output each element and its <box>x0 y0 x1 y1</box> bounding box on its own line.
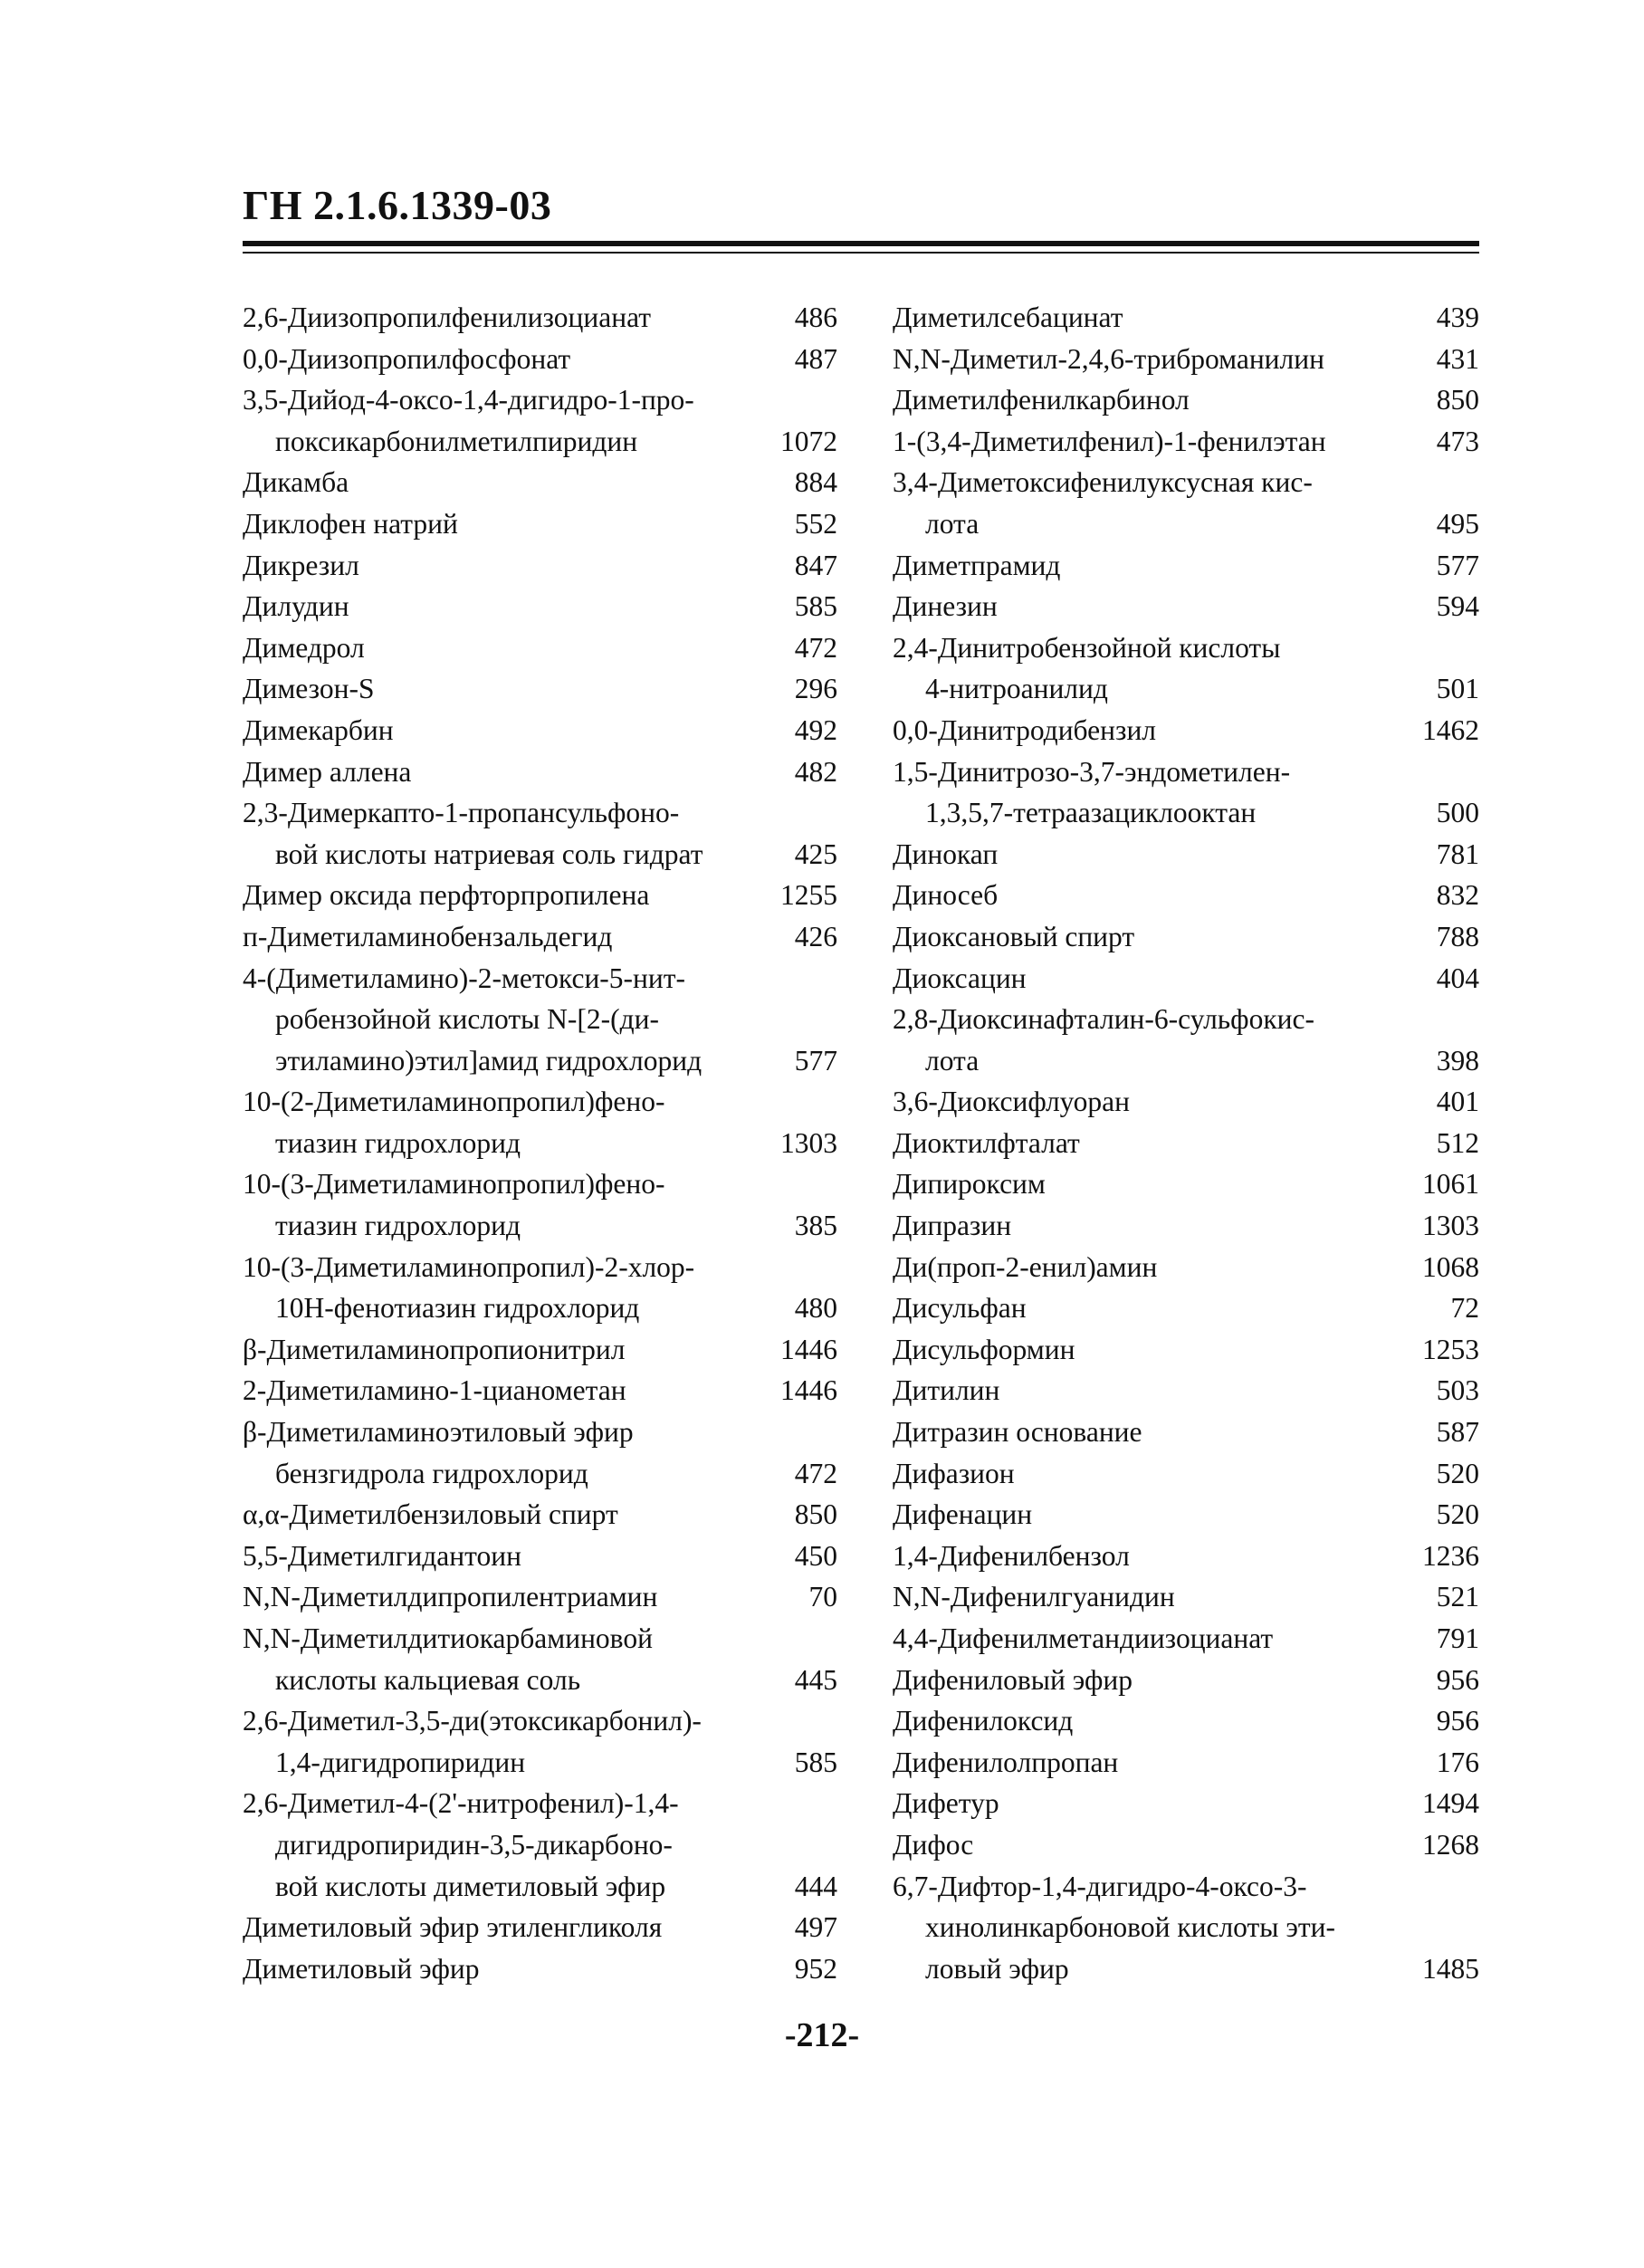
entry-text-line: α,α-Диметилбензиловый спирт <box>243 1498 618 1531</box>
entry-text-line: N,N-Диметилдитиокарбаминовой <box>243 1622 653 1654</box>
index-entry <box>893 710 1479 751</box>
entry-page-number: 956 <box>1436 1705 1479 1737</box>
entry-page-number: 577 <box>1436 549 1479 581</box>
entry-text-line: Дифенацин <box>893 1498 1033 1531</box>
entry-text-line: 1,5-Динитрозо-3,7-эндометилен- <box>893 755 1291 788</box>
entry-text-line: лота <box>925 1044 980 1077</box>
entry-page-number: 1303 <box>780 1126 837 1159</box>
entry-text-line: поксикарбонилметилпиридин <box>275 425 638 457</box>
entry-text-line: 2,6-Диизопропилфенилизоцианат <box>243 301 652 333</box>
entry-text-line: бензгидрола гидрохлорид <box>275 1457 588 1489</box>
entry-text-line: N,N-Дифенилгуанидин <box>893 1581 1175 1613</box>
entry-page-number: 850 <box>1436 384 1479 416</box>
index-entry <box>243 586 837 627</box>
index-entry <box>893 1494 1479 1536</box>
index-entry <box>243 297 837 339</box>
entry-page-number: 482 <box>794 755 837 788</box>
entry-text-line: ловый эфир <box>925 1952 1069 1985</box>
entry-text-line: Дитилин <box>893 1374 1000 1407</box>
entry-text-line: 10-(3-Диметиламинопропил)-2-хлор- <box>243 1250 695 1283</box>
entry-page-number: 404 <box>1436 962 1479 994</box>
entry-text-line: 10-(3-Диметиламинопропил)фено- <box>243 1168 665 1201</box>
entry-page-number: 956 <box>1436 1663 1479 1696</box>
entry-page-number: 1303 <box>1422 1210 1479 1242</box>
entry-page-number: 487 <box>794 342 837 375</box>
entry-page-number: 594 <box>1436 590 1479 623</box>
entry-page-number: 1462 <box>1422 713 1479 746</box>
entry-text-line: Дифенилолпропан <box>893 1746 1119 1778</box>
entry-page-number: 480 <box>794 1292 837 1325</box>
index-entry <box>893 462 1479 544</box>
entry-text-line: Дикамба <box>243 466 349 499</box>
index-entry <box>893 958 1479 1000</box>
entry-text-line: Диметпрамид <box>893 549 1061 581</box>
entry-text-line: Дилудин <box>243 590 349 623</box>
index-entry <box>243 1948 837 1990</box>
entry-page-number: 445 <box>794 1663 837 1696</box>
index-entry <box>893 1123 1479 1164</box>
entry-page-number: 832 <box>1436 879 1479 912</box>
entry-text-line: Диметиловый эфир <box>243 1952 480 1985</box>
index-entry <box>243 1536 837 1577</box>
entry-text-line: Дисульформин <box>893 1333 1075 1365</box>
index-entry <box>893 421 1479 463</box>
entry-text-line: 5,5-Диметилгидантоин <box>243 1539 521 1572</box>
index-entry <box>893 1618 1479 1660</box>
index-entry <box>893 1742 1479 1784</box>
entry-page-number: 585 <box>794 1746 837 1778</box>
entry-page-number: 503 <box>1436 1374 1479 1407</box>
entry-page-number: 296 <box>794 673 837 705</box>
entry-page-number: 472 <box>794 1457 837 1489</box>
entry-text-line: Димезон-S <box>243 673 375 705</box>
entry-page-number: 385 <box>794 1210 837 1242</box>
index-entry <box>893 875 1479 916</box>
entry-text-line: Дифетур <box>893 1787 999 1820</box>
entry-text-line: 2,6-Диметил-3,5-ди(этоксикарбонил)- <box>243 1705 702 1737</box>
entry-text-line: Дифениловый эфир <box>893 1663 1133 1696</box>
entry-text-line: тиазин гидрохлорид <box>275 1210 521 1242</box>
index-entry <box>893 1536 1479 1577</box>
entry-page-number: 552 <box>794 507 837 540</box>
entry-text-line: 3,6-Диоксифлуоран <box>893 1086 1130 1118</box>
index-entry <box>243 792 837 875</box>
entry-page-number: 1072 <box>780 425 837 457</box>
entry-page-number: 495 <box>1436 507 1479 540</box>
entry-page-number: 1253 <box>1422 1333 1479 1365</box>
entry-page-number: 72 <box>1450 1292 1479 1325</box>
entry-text-line: 1-(3,4-Диметилфенил)-1-фенилэтан <box>893 425 1326 457</box>
entry-page-number: 884 <box>794 466 837 499</box>
entry-text-line: п-Диметиламинобензальдегид <box>243 920 613 952</box>
page-number: -212- <box>784 2016 860 2054</box>
entry-page-number: 501 <box>1436 673 1479 705</box>
index-entry <box>243 958 837 1082</box>
index-entry <box>893 1453 1479 1495</box>
index-entry <box>243 503 837 545</box>
entry-text-line: Диметилфенилкарбинол <box>893 384 1190 416</box>
entry-text-line: кислоты кальциевая соль <box>275 1663 581 1696</box>
entry-page-number: 1485 <box>1422 1952 1479 1985</box>
entry-page-number: 176 <box>1436 1746 1479 1778</box>
index-entry <box>893 339 1479 380</box>
entry-page-number: 788 <box>1436 920 1479 952</box>
entry-text-line: 4,4-Дифенилметандиизоцианат <box>893 1622 1274 1654</box>
index-entry <box>893 999 1479 1081</box>
entry-text-line: вой кислоты натриевая соль гидрат <box>275 837 703 870</box>
index-entry <box>243 1700 837 1783</box>
index-entry <box>893 834 1479 876</box>
entry-text-line: 2,4-Динитробензойной кислоты <box>893 631 1281 664</box>
entry-page-number: 472 <box>794 631 837 664</box>
entry-text-line: 1,3,5,7-тетраазациклооктан <box>925 797 1257 829</box>
entry-page-number: 398 <box>1436 1044 1479 1077</box>
entry-page-number: 850 <box>794 1498 837 1531</box>
entry-text-line: 0,0-Динитродибензил <box>893 713 1157 746</box>
entry-page-number: 1068 <box>1422 1250 1479 1283</box>
entry-page-number: 492 <box>794 713 837 746</box>
entry-text-line: Динокап <box>893 837 999 870</box>
entry-text-line: Диметиловый эфир этиленгликоля <box>243 1911 663 1944</box>
entry-page-number: 497 <box>794 1911 837 1944</box>
index-entry <box>243 545 837 587</box>
entry-page-number: 847 <box>794 549 837 581</box>
entry-page-number: 450 <box>794 1539 837 1572</box>
index-entry <box>243 916 837 958</box>
entry-text-line: хинолинкарбоновой кислоты эти- <box>925 1911 1335 1944</box>
entry-text-line: Дифос <box>893 1828 974 1861</box>
entry-text-line: этиламино)этил]амид гидрохлорид <box>275 1044 703 1077</box>
entry-text-line: Дипразин <box>893 1210 1012 1242</box>
entry-text-line: Диносеб <box>893 879 999 912</box>
index-entry <box>893 1660 1479 1701</box>
entry-page-number: 585 <box>794 590 837 623</box>
entry-text-line: 2,3-Димеркапто-1-пропансульфоно- <box>243 797 680 829</box>
entry-text-line: β-Диметиламиноэтиловый эфир <box>243 1416 634 1449</box>
entry-text-line: Димекарбин <box>243 713 394 746</box>
entry-text-line: Диклофен натрий <box>243 507 458 540</box>
entry-page-number: 521 <box>1436 1581 1479 1613</box>
index-column-right <box>893 297 1479 1989</box>
entry-text-line: Диоксановый спирт <box>893 920 1135 952</box>
entry-page-number: 431 <box>1436 342 1479 375</box>
entry-page-number: 425 <box>794 837 837 870</box>
entry-page-number: 520 <box>1436 1457 1479 1489</box>
index-entry <box>893 751 1479 834</box>
index-entry <box>243 1412 837 1494</box>
entry-text-line: 3,5-Дийод-4-оксо-1,4-дигидро-1-про- <box>243 384 694 416</box>
entry-text-line: Диоктилфталат <box>893 1126 1080 1159</box>
entry-page-number: 1446 <box>780 1374 837 1407</box>
entry-text-line: 1,4-Дифенилбензол <box>893 1539 1130 1572</box>
index-entry <box>893 297 1479 339</box>
entry-text-line: 4-(Диметиламино)-2-метокси-5-нит- <box>243 962 686 994</box>
entry-page-number: 781 <box>1436 837 1479 870</box>
entry-text-line: Дипироксим <box>893 1168 1046 1201</box>
entry-text-line: 6,7-Дифтор-1,4-дигидро-4-оксо-3- <box>893 1870 1307 1902</box>
index-entry <box>893 1163 1479 1205</box>
entry-page-number: 952 <box>794 1952 837 1985</box>
index-entry <box>243 627 837 669</box>
index-entry <box>243 379 837 462</box>
entry-page-number: 1494 <box>1422 1787 1479 1820</box>
entry-page-number: 520 <box>1436 1498 1479 1531</box>
index-entry <box>893 379 1479 421</box>
index-column-left <box>243 297 837 1989</box>
entry-text-line: 1,4-дигидропиридин <box>275 1746 526 1778</box>
index-entry <box>893 1329 1479 1371</box>
index-entry <box>893 1247 1479 1288</box>
entry-page-number: 500 <box>1436 797 1479 829</box>
entry-text-line: робензойной кислоты N-[2-(ди- <box>275 1003 659 1036</box>
entry-text-line: 10-(2-Диметиламинопропил)фено- <box>243 1086 665 1118</box>
entry-text-line: N,N-Диметилдипропилентриамин <box>243 1581 658 1613</box>
index-entry <box>243 1247 837 1329</box>
header-rule-thin <box>243 252 1479 254</box>
entry-page-number: 1061 <box>1422 1168 1479 1201</box>
entry-text-line: Динезин <box>893 590 998 623</box>
entry-page-number: 426 <box>794 920 837 952</box>
entry-page-number: 512 <box>1436 1126 1479 1159</box>
entry-text-line: Дитразин основание <box>893 1416 1142 1449</box>
index-entry <box>243 462 837 503</box>
entry-text-line: тиазин гидрохлорид <box>275 1126 521 1159</box>
index-entry <box>243 1494 837 1536</box>
entry-page-number: 486 <box>794 301 837 333</box>
entry-text-line: 2-Диметиламино-1-цианометан <box>243 1374 626 1407</box>
index-entry <box>243 1081 837 1163</box>
entry-page-number: 401 <box>1436 1086 1479 1118</box>
entry-text-line: дигидропиридин-3,5-дикарбоно- <box>275 1828 673 1861</box>
index-entry <box>893 916 1479 958</box>
index-entry <box>893 1866 1479 1990</box>
entry-text-line: лота <box>925 507 980 540</box>
entry-text-line: вой кислоты диметиловый эфир <box>275 1870 666 1902</box>
index-entry <box>893 545 1479 587</box>
index-entry <box>893 627 1479 710</box>
entry-text-line: Дикрезил <box>243 549 359 581</box>
document-code: ГН 2.1.6.1339-03 <box>243 182 552 228</box>
index-entry <box>243 1329 837 1371</box>
entry-text-line: 2,6-Диметил-4-(2'-нитрофенил)-1,4- <box>243 1787 679 1820</box>
entry-text-line: N,N-Диметил-2,4,6-триброманилин <box>893 342 1324 375</box>
index-entry <box>893 1700 1479 1742</box>
index-entry <box>243 875 837 916</box>
entry-page-number: 1236 <box>1422 1539 1479 1572</box>
index-entry <box>243 1783 837 1907</box>
entry-page-number: 444 <box>794 1870 837 1902</box>
index-entry <box>243 1163 837 1246</box>
entry-text-line: Дисульфан <box>893 1292 1027 1325</box>
entry-text-line: Ди(проп-2-енил)амин <box>893 1250 1158 1283</box>
index-entry <box>243 1618 837 1700</box>
entry-text-line: Димер оксида перфторпропилена <box>243 879 650 912</box>
index-entry <box>893 1287 1479 1329</box>
entry-page-number: 439 <box>1436 301 1479 333</box>
entry-page-number: 791 <box>1436 1622 1479 1654</box>
entry-text-line: 2,8-Диоксинафталин-6-сульфокис- <box>893 1003 1314 1036</box>
index-entry <box>893 1081 1479 1123</box>
entry-text-line: 4-нитроанилид <box>925 673 1108 705</box>
entry-text-line: Диметилсебацинат <box>893 301 1123 333</box>
index-entry <box>893 1205 1479 1247</box>
header-rule-thick <box>243 241 1479 246</box>
index-entry <box>243 1907 837 1948</box>
entry-page-number: 577 <box>794 1044 837 1077</box>
entry-text-line: 3,4-Диметоксифенилуксусная кис- <box>893 466 1313 499</box>
entry-text-line: 0,0-Диизопропилфосфонат <box>243 342 571 375</box>
index-entry <box>893 586 1479 627</box>
index-entry <box>243 1576 837 1618</box>
entry-text-line: Дифазион <box>893 1457 1015 1489</box>
entry-text-line: Димедрол <box>243 631 365 664</box>
entry-page-number: 1268 <box>1422 1828 1479 1861</box>
index-entry <box>893 1576 1479 1618</box>
entry-text-line: β-Диметиламинопропионитрил <box>243 1333 626 1365</box>
index-entry <box>893 1370 1479 1412</box>
entry-text-line: Димер аллена <box>243 755 412 788</box>
entry-page-number: 70 <box>808 1581 837 1613</box>
index-entry <box>893 1783 1479 1824</box>
index-entry <box>243 339 837 380</box>
entry-page-number: 1446 <box>780 1333 837 1365</box>
entry-text-line: Диоксацин <box>893 962 1027 994</box>
entry-page-number: 473 <box>1436 425 1479 457</box>
index-entry <box>893 1824 1479 1866</box>
entry-page-number: 587 <box>1436 1416 1479 1449</box>
index-entry <box>243 751 837 793</box>
index-entry <box>243 668 837 710</box>
entry-page-number: 1255 <box>780 879 837 912</box>
entry-text-line: Дифенилоксид <box>893 1705 1074 1737</box>
index-entry <box>243 1370 837 1412</box>
index-entry <box>243 710 837 751</box>
entry-text-line: 10Н-фенотиазин гидрохлорид <box>275 1292 640 1325</box>
index-entry <box>893 1412 1479 1453</box>
